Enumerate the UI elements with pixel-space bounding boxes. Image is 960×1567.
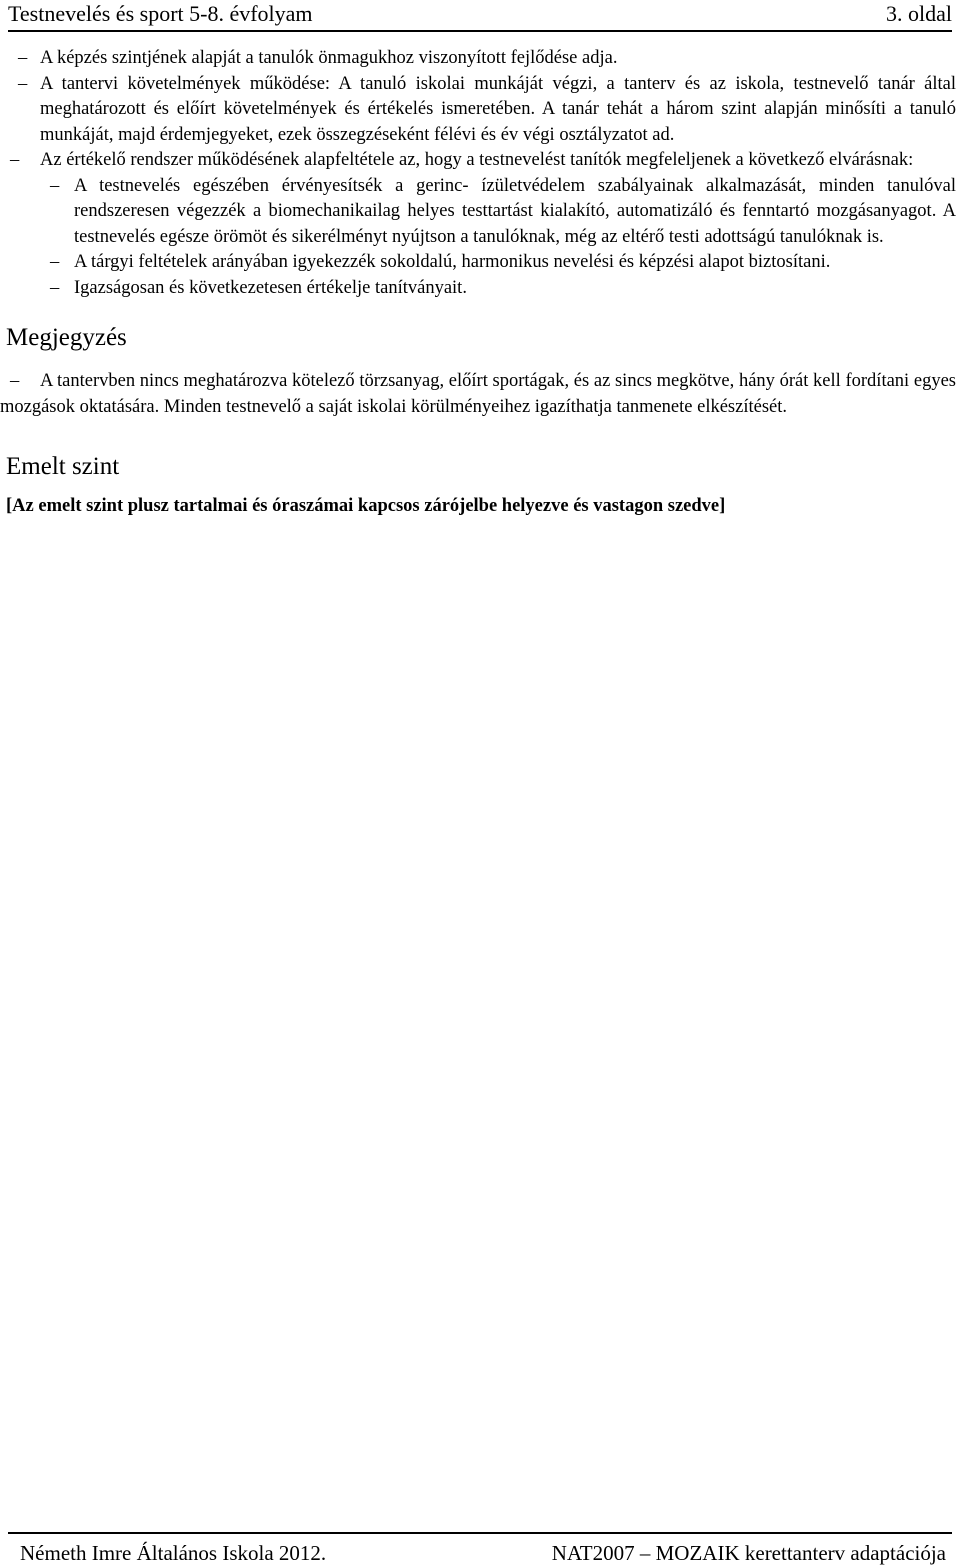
header-page-number: 3. oldal xyxy=(886,1,952,26)
bullet-text: A tantervi követelmények működése: A tanuló iskolai munkáját végzi, a tanterv és az iskola, testnevelő tanár által meghatározott és előírt követelmények és értékelés ismeretében. A tanár tehát a három szint alapján minősíti a tanuló munkáját, majd érdemjegyeket, ezek összegzéseként félévi és év végi osztályzatot ad. xyxy=(40,73,956,145)
emelt-szint-note: [Az emelt szint plusz tartalmai és óraszámai kapcsos zárójelbe helyezve és vastagon szedve] xyxy=(6,496,726,516)
sub-bullet-text: A tárgyi feltételek arányában igyekezzék sokoldalú, harmonikus nevelési és képzési alapot biztosítani. xyxy=(74,252,831,272)
dash-bullet: – xyxy=(50,252,60,272)
footer-curriculum: NAT2007 – MOZAIK kerettanterv adaptációja xyxy=(551,1541,946,1565)
heading-megjegyzes: Megjegyzés xyxy=(6,324,127,351)
dash-bullet: – xyxy=(10,150,20,170)
sub-bullet-text: Igazságosan és következetesen értékelje tanítványait. xyxy=(74,277,467,298)
sub-list-item xyxy=(0,174,956,251)
sub-list-item xyxy=(0,276,956,302)
dash-bullet: – xyxy=(50,277,60,298)
dash-bullet: – xyxy=(10,371,20,391)
page-header xyxy=(8,0,952,32)
heading-emelt-szint: Emelt szint xyxy=(6,453,120,480)
note-paragraph xyxy=(0,369,956,420)
sub-list-item xyxy=(0,250,956,276)
list-item xyxy=(0,148,956,174)
sub-bullet-text: A testnevelés egészében érvényesítsék a gerinc- ízületvédelem szabályainak alkalmazását, minden tanulóval rendszeresen végezzék a biomechanikailag helyes testtartást kialakító, automatizáló és fenntartó mozgásanyagot. A testnevelés egésze örömöt és sikerélményt nyújtson a tanulóknak, még az eltérő testi adottságú tanulóknak is. xyxy=(74,175,956,247)
bullet-text: Az értékelő rendszer működésének alapfeltétele az, hogy a testnevelést tanítók megfeleljenek a következő elvárásnak: xyxy=(40,150,914,170)
footer-school: Németh Imre Általános Iskola 2012. xyxy=(20,1541,327,1565)
page-footer xyxy=(8,1532,952,1566)
bullet-text: A képzés szintjének alapját a tanulók önmagukhoz viszonyított fejlődése adja. xyxy=(40,48,618,68)
main-content xyxy=(0,46,960,519)
dash-bullet: – xyxy=(18,48,28,68)
list-item xyxy=(0,72,956,149)
dash-bullet: – xyxy=(50,175,60,196)
dash-bullet: – xyxy=(18,73,28,94)
list-item xyxy=(0,46,956,72)
note-text: A tantervben nincs meghatározva kötelező törzsanyag, előírt sportágak, és az sincs megkötve, hány órát kell fordítani egyes mozgások oktatására. Minden testnevelő a saját iskolai körülményeihez igazíthatja tanmenete elkészítését. xyxy=(0,371,956,417)
header-title: Testnevelés és sport 5-8. évfolyam xyxy=(8,1,313,26)
